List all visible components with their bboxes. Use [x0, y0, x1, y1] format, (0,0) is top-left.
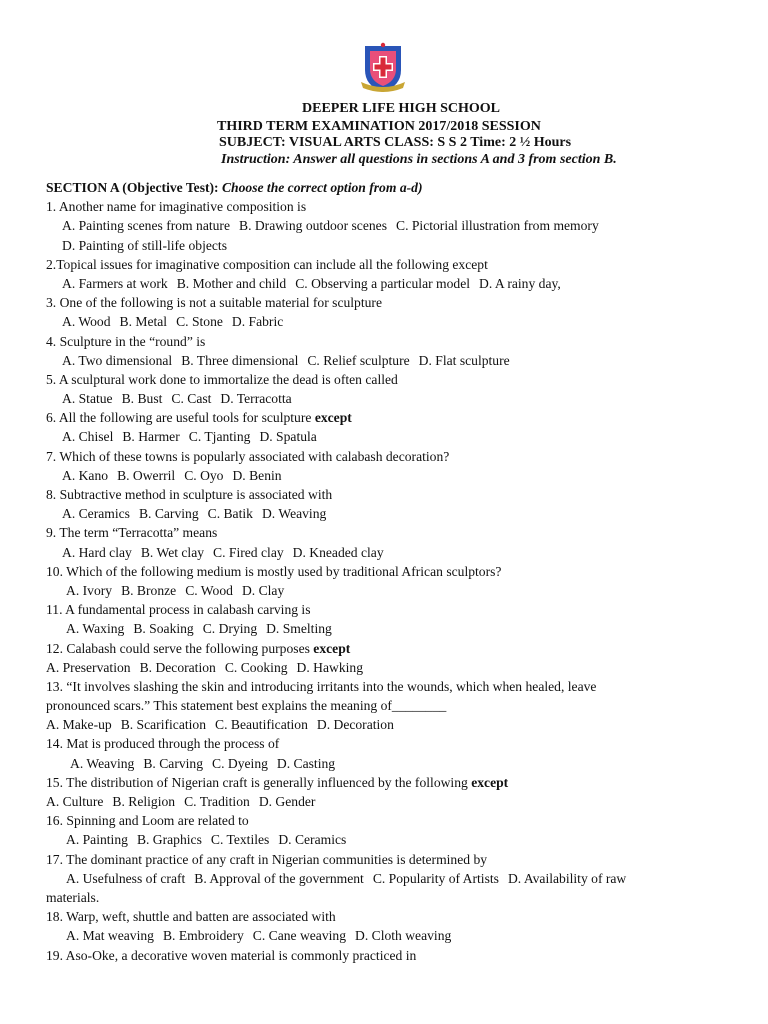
option-a: A. Chisel	[62, 429, 114, 445]
option-b: B. Three dimensional	[181, 352, 299, 368]
option-c: C. Batik	[207, 506, 253, 522]
question-stem: 11. A fundamental process in calabash carving is	[46, 602, 311, 618]
emphasis-except: except	[471, 774, 509, 790]
question-text	[46, 850, 736, 869]
question-text	[46, 485, 736, 504]
option-b: B. Carving	[143, 755, 204, 771]
option-b: B. Mother and child	[176, 275, 287, 291]
emphasis-except: except	[313, 640, 351, 656]
options-row	[46, 869, 736, 888]
option-d: D. Decoration	[316, 717, 394, 733]
question-list	[46, 178, 736, 965]
section-a-subtitle: Choose the correct option from a-d)	[221, 180, 423, 195]
school-crest-icon	[359, 42, 407, 94]
option-d: D. Painting of still-life objects	[62, 237, 227, 253]
option-a: A. Make-up	[46, 717, 112, 733]
option-c: C. Stone	[176, 314, 223, 330]
option-a: A. Preservation	[46, 659, 131, 675]
option-a: A. Hard clay	[62, 544, 132, 560]
options-row	[46, 754, 736, 773]
option-c: C. Textiles	[210, 832, 270, 848]
option-c: C. Tjanting	[188, 429, 251, 445]
question-text	[46, 293, 736, 312]
question-text	[46, 447, 736, 466]
option-b: B. Wet clay	[140, 544, 205, 560]
option-b: B. Metal	[119, 314, 168, 330]
question-stem: 16. Spinning and Loom are related to	[46, 813, 249, 829]
options-row	[46, 427, 736, 446]
question-text	[46, 773, 736, 792]
option-a: A. Statue	[62, 391, 113, 407]
school-name: DEEPER LIFE HIGH SCHOOL	[302, 101, 500, 116]
question-text	[46, 734, 736, 753]
option-d: D. Clay	[241, 582, 285, 598]
question-stem: 15. The distribution of Nigerian craft is generally influenced by the following	[46, 774, 472, 790]
option-c: C. Cooking	[224, 659, 288, 675]
question-stem: 7. Which of these towns is popularly associated with calabash decoration?	[46, 448, 450, 464]
question-stem: 6. All the following are useful tools for sculpture	[46, 410, 315, 426]
options-row	[46, 830, 736, 849]
options-row	[46, 351, 736, 370]
options-row	[46, 581, 736, 600]
option-b: B. Drawing outdoor scenes	[239, 218, 387, 234]
question-stem: 13. “It involves slashing the skin and introducing irritants into the wounds, which when healed, leave	[46, 678, 597, 694]
option-a: A. Painting scenes from nature	[62, 218, 230, 234]
question-stem: 8. Subtractive method in sculpture is associated with	[46, 487, 333, 502]
option-d: D. Benin	[232, 467, 282, 483]
option-a: A. Wood	[62, 314, 111, 330]
options-row	[46, 504, 736, 523]
option-a: A. Ivory	[66, 582, 113, 598]
option-c: C. Dyeing	[212, 755, 268, 771]
section-a-heading	[46, 178, 736, 197]
option-c: C. Tradition	[184, 794, 250, 809]
options-row	[46, 236, 736, 255]
question-text	[46, 523, 736, 542]
question-stem: 12. Calabash could serve the following purposes	[46, 640, 314, 656]
option-b: B. Religion	[112, 794, 176, 809]
option-d: D. A rainy day,	[479, 275, 561, 291]
question-text	[46, 197, 736, 216]
question-text	[46, 600, 736, 619]
question-text	[46, 408, 736, 427]
question-text	[46, 946, 736, 965]
option-d: D. Spatula	[259, 429, 317, 445]
question-stem: 1. Another name for imaginative composition is	[46, 199, 307, 215]
options-row	[46, 926, 736, 945]
instruction-line: Instruction: Answer all questions in sections A and 3 from section B.	[221, 152, 617, 167]
option-d: D. Ceramics	[278, 832, 347, 848]
option-d: D. Availability of raw	[507, 870, 627, 886]
option-c: C. Cast	[171, 391, 212, 407]
option-c: C. Cane weaving	[252, 928, 347, 944]
option-b: B. Scarification	[120, 717, 207, 733]
section-a-title: SECTION A (Objective Test):	[46, 180, 222, 195]
option-b: B. Owerril	[117, 467, 176, 483]
option-continued: materials.	[46, 889, 100, 905]
question-stem: 3. One of the following is not a suitable material for sculpture	[46, 295, 382, 311]
option-d: D. Hawking	[296, 659, 363, 675]
option-a: A. Painting	[66, 832, 128, 848]
question-text	[46, 562, 736, 581]
option-a: A. Waxing	[66, 621, 125, 637]
option-d: D. Weaving	[261, 506, 327, 522]
question-stem: 14. Mat is produced through the process of	[46, 736, 280, 752]
option-b: B. Bronze	[121, 582, 177, 598]
option-a: A. Weaving	[70, 755, 135, 771]
option-d: D. Casting	[276, 755, 336, 771]
question-text	[46, 370, 736, 389]
question-stem: 17. The dominant practice of any craft in Nigerian communities is determined by	[46, 851, 488, 867]
option-a: A. Mat weaving	[66, 928, 154, 944]
option-b: B. Decoration	[139, 659, 216, 675]
options-row	[46, 658, 736, 677]
options-row	[46, 543, 736, 562]
option-d: D. Fabric	[231, 314, 284, 330]
option-c: C. Oyo	[184, 467, 224, 483]
options-row	[46, 274, 736, 293]
question-text	[46, 907, 736, 926]
option-b: B. Embroidery	[162, 928, 244, 944]
question-text	[46, 255, 736, 274]
options-row	[46, 619, 736, 638]
question-stem: 5. A sculptural work done to immortalize the dead is often called	[46, 371, 398, 387]
question-stem: 10. Which of the following medium is mostly used by traditional African sculptors?	[46, 563, 502, 579]
option-a: A. Two dimensional	[62, 352, 173, 368]
option-b: B. Carving	[138, 506, 199, 522]
option-d: D. Terracotta	[220, 391, 292, 407]
option-c: C. Popularity of Artists	[372, 870, 499, 886]
option-d: D. Gender	[258, 794, 316, 809]
options-row	[46, 389, 736, 408]
question-text-continued: pronounced scars.” This statement best explains the meaning of________	[46, 698, 447, 714]
option-a: A. Ceramics	[62, 506, 130, 522]
question-stem: 2.Topical issues for imaginative composition can include all the following except	[46, 256, 488, 272]
option-b: B. Graphics	[136, 832, 202, 848]
option-b: B. Approval of the government	[194, 870, 364, 886]
option-d: D. Cloth weaving	[355, 928, 452, 944]
options-row	[46, 792, 736, 811]
question-text	[46, 811, 736, 830]
question-stem: 4. Sculpture in the “round” is	[46, 333, 206, 349]
option-a: A. Farmers at work	[62, 275, 168, 291]
options-row	[46, 715, 736, 734]
option-a: A. Culture	[46, 794, 104, 809]
option-b: B. Bust	[121, 391, 163, 407]
question-text	[46, 639, 736, 658]
option-a: A. Usefulness of craft	[66, 870, 186, 886]
option-c: C. Drying	[202, 621, 258, 637]
question-text	[46, 677, 736, 696]
option-b: B. Harmer	[122, 429, 180, 445]
question-stem: 19. Aso-Oke, a decorative woven material is commonly practiced in	[46, 947, 417, 963]
option-d: D. Kneaded clay	[292, 544, 384, 560]
option-c: C. Beautification	[215, 717, 308, 733]
option-d: D. Smelting	[266, 621, 332, 637]
question-stem: 18. Warp, weft, shuttle and batten are associated with	[46, 909, 336, 925]
options-row	[46, 216, 736, 235]
option-c: C. Observing a particular model	[295, 275, 470, 291]
option-c: C. Wood	[185, 582, 233, 598]
exam-title: THIRD TERM EXAMINATION 2017/2018 SESSION	[217, 119, 541, 134]
option-d: D. Flat sculpture	[418, 352, 510, 368]
option-c: C. Pictorial illustration from memory	[396, 218, 599, 234]
emphasis-except: except	[314, 410, 352, 426]
option-a: A. Kano	[62, 467, 109, 483]
options-row	[46, 466, 736, 485]
option-c: C. Relief sculpture	[307, 352, 410, 368]
question-text	[46, 332, 736, 351]
options-row	[46, 312, 736, 331]
subject-line: SUBJECT: VISUAL ARTS CLASS: S S 2 Time: 2 ½ Hours	[219, 135, 572, 150]
question-stem: 9. The term “Terracotta” means	[46, 525, 218, 541]
option-c: C. Fired clay	[213, 544, 284, 560]
option-b: B. Soaking	[133, 621, 194, 637]
